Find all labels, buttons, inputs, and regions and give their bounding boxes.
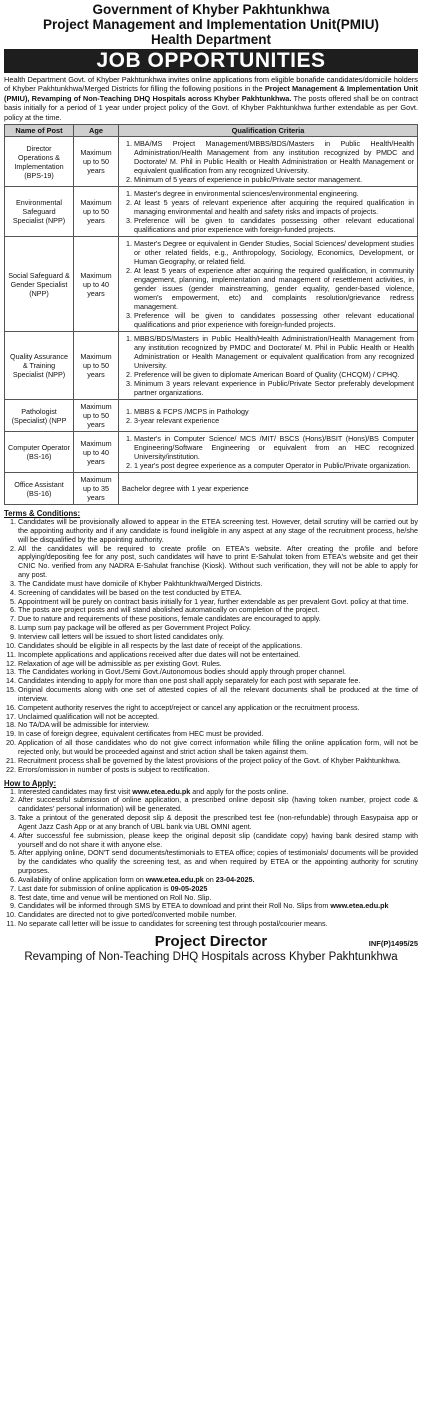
table-row — [5, 332, 418, 400]
post-age: Maximum up to 40 years — [74, 237, 119, 332]
header-department: Health Department — [150, 32, 272, 47]
table-row — [5, 400, 418, 432]
howto-bold: www.etea.edu.pk — [132, 786, 191, 796]
table-row — [5, 187, 418, 237]
howto-text: No separate call letter will be issue to candidates for screening test through postal/courier means. — [18, 919, 328, 929]
howto-text: Candidates are directed not to give ported/converted mobile number. — [18, 910, 237, 920]
terms-item: 4. Screening of candidates will be based on the test conducted by ETEA. — [18, 589, 418, 598]
header-unit: Project Management and Implementation Unit(PMIU) — [42, 17, 380, 32]
terms-heading: Terms & Conditions: — [4, 509, 81, 519]
howto-bold: 23-04-2025. — [215, 874, 255, 884]
post-criteria — [119, 432, 418, 473]
post-name: Quality Assurance & Training Specialist (NPP) — [5, 332, 74, 400]
terms-item: 15. Original documents along with one set of attested copies of all the relevant documents shall be produced at the time of interview. — [18, 686, 418, 704]
post-criteria — [119, 332, 418, 400]
howto-text: Candidates will be informed through SMS by ETEA to download and print their Roll No. Slips from — [18, 901, 331, 911]
post-name: Office Assistant (BS-16) — [5, 473, 74, 505]
howto-text: Interested candidates may first visit — [18, 786, 133, 796]
intro-paragraph — [4, 75, 418, 122]
post-name: Environmental Safeguard Specialist (NPP) — [5, 187, 74, 237]
terms-item: 8. Lump sum pay package will be offered as per Government Project Policy. — [18, 624, 418, 633]
howto-heading: How to Apply: — [4, 778, 57, 788]
post-age: Maximum up to 50 years — [74, 187, 119, 237]
terms-item: 3. The Candidate must have domicile of Khyber Pakhtunkhwa/Merged Districts. — [18, 580, 418, 589]
criteria-item: 2. 3-year relevant experience — [134, 416, 414, 425]
jobs-table — [4, 124, 418, 505]
post-criteria — [119, 237, 418, 332]
post-criteria — [119, 137, 418, 187]
post-age: Maximum up to 50 years — [74, 137, 119, 187]
terms-item: 7. Due to nature and requirements of these positions, female candidates are encouraged to apply. — [18, 615, 418, 624]
terms-item: 13. The Candidates working in Govt./Semi Govt./Autonomous bodies should apply through proper channel. — [18, 668, 418, 677]
inf-reference: INF(P)1495/25 — [368, 939, 418, 948]
howto-text: Availability of online application form on — [18, 874, 146, 884]
post-age: Maximum up to 50 years — [74, 400, 119, 432]
criteria-item: 1. Master's in Computer Science/ MCS /MIT/ BSCS (Hons)/BSIT (Hons)/BS Computer Engineering/Software Engineering or equivalent from an HEC recognized University/institution. — [134, 434, 414, 461]
post-name: Director Operations & Implementation (BPS-19) — [5, 137, 74, 187]
howto-item — [18, 920, 418, 929]
criteria-item: 2. At least 5 years of relevant experience after acquiring the required qualification in managing environmental and health and safety risks and impacts of projects. — [134, 198, 414, 216]
project-director-title: Project Director — [154, 933, 268, 950]
criteria-item: 1. MBBS & FCPS /MCPS in Pathology — [134, 407, 414, 416]
terms-item: 21. Recruitment process shall be governed by the latest provisions of the project policy of the Govt. of Khyber Pakhtunkhwa. — [18, 757, 418, 766]
terms-item: 5. Appointment will be purely on contract basis initially for 1 year, further extendable as per prevalent Govt. policy at that time. — [18, 598, 418, 607]
criteria-item: 3. Preference will be given to candidates possessing other relevant educational qualifications and prior experience with foreign-funded projects. — [134, 216, 414, 234]
job-opportunities-banner: JOB OPPORTUNITIES — [4, 49, 418, 73]
criteria-item: 1. Master's Degree or equivalent in Gender Studies, Social Sciences/ development studies or other related fields, e.g., Anthropology, Sociology, Economics, Development, or Human Geography, or related field. — [134, 239, 414, 266]
criteria-item: 3. Preference will be given to candidates possessing other relevant educational qualifications and prior experience with foreign-funded projects. — [134, 311, 414, 329]
howto-bold: www.etea.edu.pk — [145, 874, 204, 884]
terms-item: 18. No TA/DA will be admissible for interview. — [18, 721, 418, 730]
howto-text: After applying online, DON'T send documents/testimonials to ETEA office; copies of testimonials/ documents will be provided by the candidates who qualify the screening test, as and when required by ETEA or the appointing authority for scrutiny purposes. — [18, 848, 418, 876]
post-name: Social Safeguard & Gender Specialist (NPP) — [5, 237, 74, 332]
intro-text-1: Health Department Govt. of Khyber Pakhtunkhwa invites online applications from eligible bonafide candidates/domicile holders of Khyber Pakhtunkhwa/Merged Districts for filling the following positions in the — [4, 75, 418, 94]
table-header-row — [5, 125, 418, 137]
terms-list — [4, 518, 418, 774]
col-header-post: Name of Post — [5, 125, 74, 137]
howto-text: Take a printout of the generated deposit slip & deposit the prescribed test fee (non-refundable) through Easypaisa app or Agent Jazz Cash App or at any branch of UBL bank via UBL OMNI agent. — [18, 813, 418, 831]
terms-item: 6. The posts are project posts and will stand abolished automatically on completion of the project. — [18, 606, 418, 615]
col-header-age: Age — [74, 125, 119, 137]
terms-item: 12. Relaxation of age will be admissible as per existing Govt. Rules. — [18, 660, 418, 669]
criteria-item: 2. Preference will be given to diplomate American Board of Quality (CHCQM) / CPHQ. — [134, 370, 414, 379]
terms-item: 22. Errors/omission in number of posts is subject to rectification. — [18, 766, 418, 775]
criteria-item: 2. Minimum of 5 years of experience in public/Private sector management. — [134, 175, 414, 184]
header-government: Government of Khyber Pakhtunkhwa — [92, 2, 330, 17]
terms-item: 17. Unclaimed qualification will not be accepted. — [18, 713, 418, 722]
terms-item: 11. Incomplete applications and applications received after due dates will not be entertained. — [18, 651, 418, 660]
terms-item: 2. All the candidates will be required to create profile on ETEA's website. After creating the profile and before applying/depositing fee for any post, such candidates will have to print E-Sahulat token from ETEA's website and get their CNIC No. verified from any NADRA E-Sahulat franchise (Kiosk). Without such verification, they will not be able to apply for any post. — [18, 545, 418, 580]
intro-text-2: The posts offered shall be on contract basis initially for a period of 1 year under project policy of the Govt. of Khyber Pakhtunkhwa further extendable as per Govt. policy at the time. — [4, 93, 418, 122]
criteria-item: 2. 1 year's post degree experience as a computer Operator in Public/Private organization. — [134, 461, 414, 470]
post-name: Computer Operator (BS-16) — [5, 432, 74, 473]
intro-bold: Project Management & Implementation Unit (PMIU), Revamping of Non-Teaching DHQ Hospitals across Khyber Pakhtunkhwa. — [4, 84, 419, 103]
howto-item — [18, 849, 418, 876]
howto-item — [18, 796, 418, 814]
howto-text: After successful fee submission, please keep the original deposit slip (candidate copy) having bank desired stamp with yourself and do not share it with anyone else. — [18, 830, 418, 849]
criteria-item: 1. MBA/MS Project Management/MBBS/BDS/Masters in Public Health/Health Administration/Health Management from any institution recognized by PMDC and Doctorate/ M. Phil in Public Health or Health Administration or Health Management or equivalent qualification from any recognized University. — [134, 139, 414, 175]
post-criteria: Bachelor degree with 1 year experience — [119, 473, 418, 505]
terms-item: 1. Candidates will be provisionally allowed to appear in the ETEA screening test. However, detail scrutiny will be carried out by the appointing authority and if any candidate is found ineligible in any aspect at any stage of the recruitment process, he/she will be disqualified by the appointing authority. — [18, 518, 418, 545]
terms-item: 10. Candidates should be eligible in all respects by the last date of receipt of the applications. — [18, 642, 418, 651]
criteria-item: 1. Master's degree in environmental sciences/environmental engineering. — [134, 189, 414, 198]
howto-text: Test date, time and venue will be mentioned on Roll No. Slip. — [18, 892, 212, 902]
howto-bold: 09-05-2025 — [170, 883, 208, 893]
howto-text: on — [203, 874, 216, 884]
howto-item — [18, 832, 418, 850]
terms-item: 19. In case of foreign degree, equivalent certificates from HEC must be provided. — [18, 730, 418, 739]
table-row — [5, 473, 418, 505]
footer-subtitle: Revamping of Non-Teaching DHQ Hospitals across Khyber Pakhtunkhwa — [24, 951, 398, 963]
header — [4, 2, 418, 47]
howto-text: After successful submission of online application, a prescribed online deposit slip (having token number, project code & candidates' personal information) will be generated. — [18, 795, 418, 814]
howto-bold: www.etea.edu.pk — [330, 901, 389, 911]
terms-item: 14. Candidates intending to apply for more than one post shall apply separately for each post with separate fee. — [18, 677, 418, 686]
table-row — [5, 432, 418, 473]
terms-item: 16. Competent authority reserves the right to accept/reject or cancel any application or the recruitment process. — [18, 704, 418, 713]
terms-item: 20. Application of all those candidates who do not give correct information while filling the online application form, will not be rejected only, but would be proceeded against and strict action shall be taken against them. — [18, 739, 418, 757]
table-row — [5, 137, 418, 187]
post-age: Maximum up to 35 years — [74, 473, 119, 505]
post-name: Pathologist (Specialist) (NPP — [5, 400, 74, 432]
howto-list — [4, 788, 418, 930]
post-age: Maximum up to 40 years — [74, 432, 119, 473]
criteria-item: 1. MBBS/BDS/Masters in Public Health/Health Administration/Health Management from any institution recognized by PMDC and Doctorate/ M. Phil in Public Health or Health Administration or Health Management or equivalent qualification from any recognized University. — [134, 334, 414, 370]
howto-text: Last date for submission of online application is — [18, 883, 171, 893]
criteria-item: 3. Minimum 3 years relevant experience in Public/Private Sector preferably development partner organizations. — [134, 379, 414, 397]
post-criteria — [119, 400, 418, 432]
col-header-qualification: Qualification Criteria — [119, 125, 418, 137]
post-criteria — [119, 187, 418, 237]
criteria-item: 2. At least 5 years of experience after acquiring the required qualification, in community engagement, planning, implementation and management of resettlement activities, in gender issues (gender mainstreaming, gender equality, gender-based violence, women's empowerment, etc) and complaints resolution/grievance redress management. — [134, 266, 414, 311]
terms-item: 9. Interview call letters will be issued to short listed candidates only. — [18, 633, 418, 642]
howto-text: and apply for the posts online. — [190, 786, 289, 796]
table-row — [5, 237, 418, 332]
footer-title-row — [4, 933, 418, 950]
post-age: Maximum up to 50 years — [74, 332, 119, 400]
howto-item — [18, 814, 418, 832]
advertisement — [4, 2, 418, 964]
